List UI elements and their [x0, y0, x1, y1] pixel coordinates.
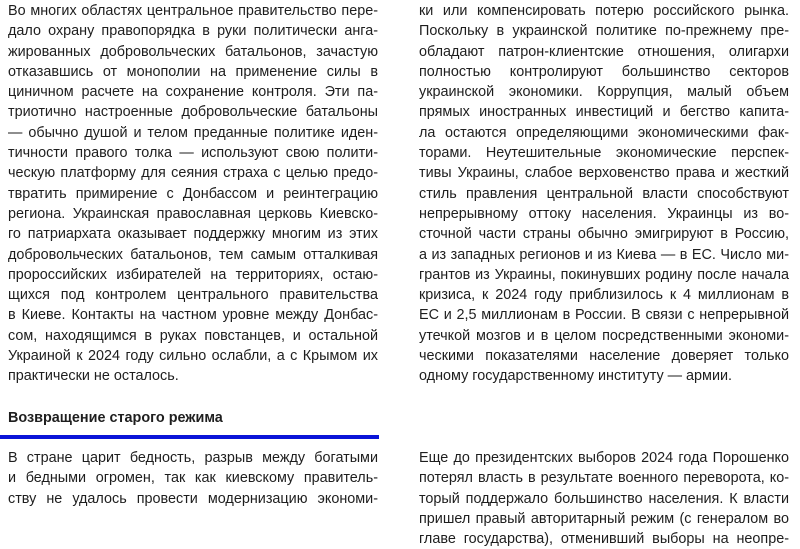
text-line: торами. Неутешительные экономические перспек- [419, 145, 789, 162]
text-line: щихся под контролем центрального правительства [8, 287, 378, 304]
text-line: сточной части страны обычно эмигрируют в Россию, [419, 226, 789, 243]
text-line: Еще до президентских выборов 2024 года Порошенко [419, 450, 789, 466]
text-line: украинской экономики. Коррупция, малый объем [419, 84, 789, 101]
text-line: добровольческих батальонов, тем самым отталкивая [8, 246, 378, 263]
text-line: ЕС и 2,5 миллионам в России. В связи с непрерывной [419, 307, 789, 324]
text-line: полностью контролируют большинство секторов [419, 63, 789, 80]
text-line: в Киеве. Контакты на частном уровне между Донбас- [8, 307, 378, 324]
text-line: ла остаются определяющими экономическими фак- [419, 124, 789, 141]
right-column-paragraph-2 [419, 448, 789, 549]
text-line: Поскольку в украинской политике по-прежнему пре- [419, 23, 789, 40]
text-line: Во многих областях центральное правительство пере- [8, 3, 378, 19]
text-line: а из западных регионов и из Киева — в ЕС. Число ми- [419, 246, 789, 263]
text-line: кризиса, к 2024 году приблизилось к 4 миллионам в [419, 287, 789, 304]
left-column-paragraph-1 [8, 1, 378, 387]
text-line: главе государства), отменивший выборы на неопре- [419, 531, 789, 548]
text-line: пришел правый авторитарный режим (с генералом во [419, 510, 789, 527]
text-line: непрерывному оттоку населения. Украинцы из во- [419, 205, 789, 222]
text-line: твратить примирение с Донбассом и реинтеграцию [8, 185, 378, 202]
text-line: Украиной к 2024 году сильно ослабли, а с Крымом их [8, 348, 378, 365]
text-line: тичности правого толка — используют свою полити- [8, 145, 378, 162]
text-line: В стране царит бедность, разрыв между богатыми [8, 450, 378, 466]
text-line: практически не осталось. [8, 368, 179, 385]
text-line: ческими показателями население доверяет только [419, 348, 789, 365]
text-line: стиль правления центральной власти способствуют [419, 185, 789, 202]
text-line: одному государственному институту — армии. [419, 368, 733, 385]
left-column-paragraph-2 [8, 448, 378, 509]
text-line: — обычно душой и телом преданные политике иден- [8, 124, 378, 141]
text-line: дало охрану правопорядка в руки политически анга- [8, 23, 378, 40]
text-line: обладают патрон-клиентские отношения, олигархи [419, 43, 789, 60]
text-line: региона. Украинская православная церковь Киевско- [8, 205, 378, 222]
text-line: торый поддержало большинство населения. К власти [419, 490, 789, 507]
text-line: отказавшись от монополии на применение силы в [8, 63, 378, 80]
text-line: утечкой мозгов и в целом посредственными экономи- [419, 327, 789, 344]
text-line: тивы Украины, слабое верховенство права и жесткий [419, 165, 789, 182]
text-line: триотично настроенные добровольческие батальоны [8, 104, 378, 121]
text-line: прямых иностранных инвестиций и бегство капита- [419, 104, 789, 121]
text-line: циничном расчете на сохранение контроля. Эти па- [8, 84, 378, 101]
text-line: жированных добровольческих батальонов, зачастую [8, 43, 378, 60]
text-line: грантов из Украины, покинувших родину после начала [419, 266, 789, 283]
text-line: сом, находящимся в руках повстанцев, и остальной [8, 327, 378, 344]
text-line: го патриархата оказывает поддержку многим из этих [8, 226, 378, 243]
text-line: ки или компенсировать потерю российского рынка. [419, 3, 789, 19]
right-column-paragraph-1 [419, 1, 789, 387]
text-line: и бедными огромен, так как киевскому правитель- [8, 470, 378, 487]
section-heading: Возвращение старого режима [8, 410, 223, 426]
text-line: пророссийских избирателей на территориях, остаю- [8, 266, 378, 283]
heading-divider [0, 435, 379, 439]
text-line: ству не удалось провести модернизацию экономи- [8, 490, 378, 507]
text-line: потерял власть в результате военного переворота, ко- [419, 470, 789, 487]
text-line: ческую платформу для сеяния страха с целью предо- [8, 165, 378, 182]
